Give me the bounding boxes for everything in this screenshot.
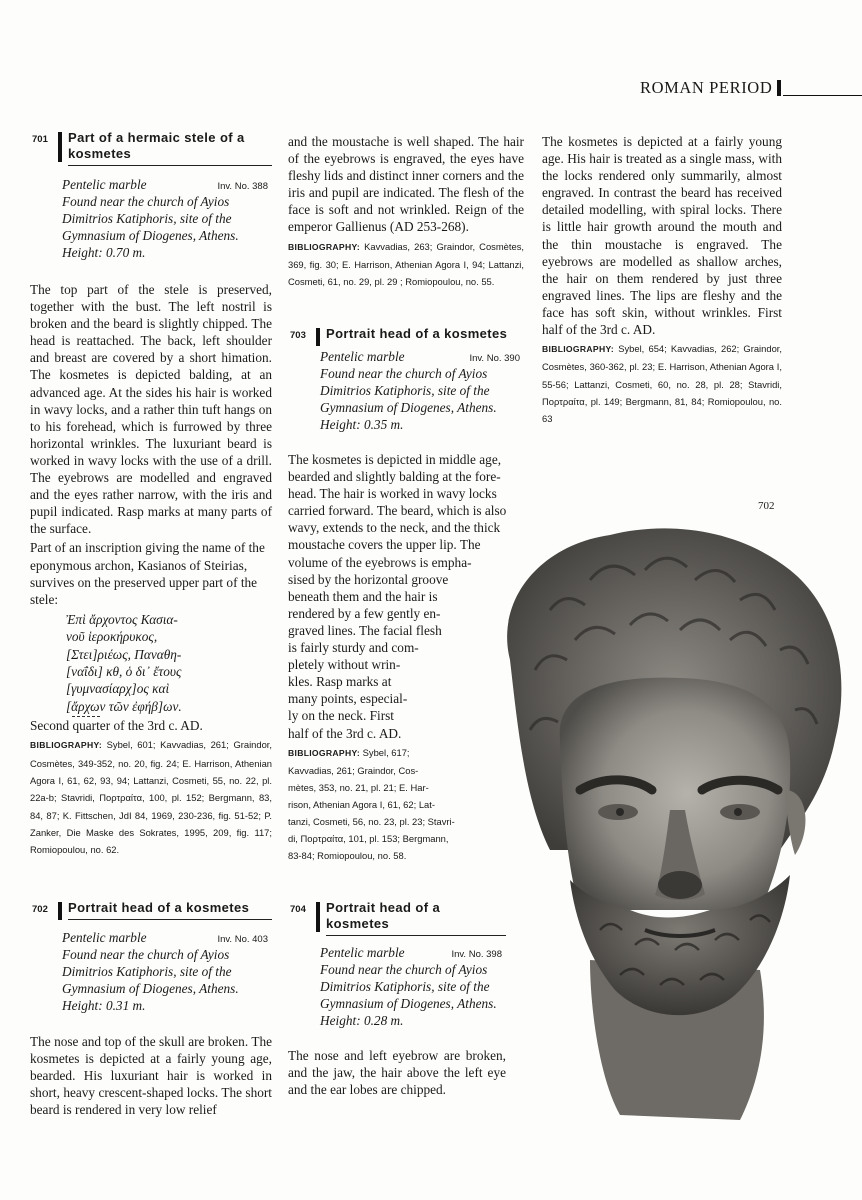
section-rule xyxy=(783,95,862,96)
height: Height: 0.31 m. xyxy=(62,998,146,1013)
bibliography-line: mètes, 353, no. 21, pl. 21; E. Har- xyxy=(288,781,429,793)
bibliography-label: BIBLIOGRAPHY: xyxy=(542,344,615,355)
material: Pentelic marble xyxy=(320,349,405,364)
material: Pentelic marble xyxy=(320,945,405,960)
height: Height: 0.70 m. xyxy=(62,245,146,260)
column-3 xyxy=(542,133,782,428)
text-line: carried forward. The beard, which is also xyxy=(288,503,507,519)
height: Height: 0.35 m. xyxy=(320,417,404,432)
entry-title: Portrait head of a kosmetes xyxy=(326,900,441,931)
entry-marker-bar xyxy=(58,132,62,162)
bibliography xyxy=(30,736,272,858)
inscription-line: [γυμνασίαρχ]ος καὶ xyxy=(66,681,170,697)
portrait-head-photo xyxy=(440,490,862,1130)
text-line: sised by the horizontal groove xyxy=(288,571,449,587)
entry-number: 703 xyxy=(290,330,306,341)
bibliography-line: rison, Athenian Agora I, 61, 62; Lat- xyxy=(288,798,435,810)
description-part-2: The kosmetes is depicted at a fairly young age. His hair is treated as a single mass, with the locks rendered only summarily, almost engraved. In contrast the beard has received detailed modelling, with spiral locks. There is little hair growth around the mouth and the thin moustache is engraved. The eyebrows are modelled as shallow arches, the hair on them rendered by just three engraved lines. The lips are fleshy and the face has soft skin, without wrinkles. First half of the 3rd c. AD. xyxy=(542,134,782,338)
material: Pentelic marble xyxy=(62,930,147,945)
inventory-number: Inv. No. 403 xyxy=(217,934,268,945)
inscription-line: [Στει]ριέως, Παναθη- xyxy=(66,646,182,662)
inscription-line: Ἐπὶ ἄρχοντος Κασια- xyxy=(66,611,178,627)
text-line: volume of the eyebrows is empha- xyxy=(288,554,472,570)
text-line: half of the 3rd c. AD. xyxy=(288,725,402,741)
findspot: Found near the church of Ayios Dimitrios Katiphoris, site of the Gymnasium of Diogenes, Athens. xyxy=(62,194,239,243)
text-line: head. The hair is worked in wavy locks xyxy=(288,486,497,502)
entry-title: Part of a hermaic stele of a kosmetes xyxy=(68,130,245,161)
bibliography-line: 83-84; Romiopoulou, no. 58. xyxy=(288,849,407,861)
text-line: graved lines. The facial flesh xyxy=(288,622,442,638)
entry-rule xyxy=(68,165,272,166)
bibliography-label: BIBLIOGRAPHY: xyxy=(30,740,103,751)
entry-meta-702 xyxy=(30,929,272,1014)
section-header xyxy=(640,78,862,102)
inscription xyxy=(30,611,272,717)
text-line: bearded and slightly balding at the fore- xyxy=(288,469,501,485)
section-title: ROMAN PERIOD xyxy=(640,78,773,97)
inscription-line: [ναΐδι] κθ, ὁ δι᾽ ἔτους xyxy=(66,664,182,679)
column-1-lower xyxy=(30,900,272,1118)
bibliography-text: Sybel, 654; Kavvadias, 262; Graindor, Cosmètes, 360-362, pl. 23; E. Harrison, Athenian Agora I, 55-56; Lattanzi, Cosmeti, 60, no. 28, pl. 28; Stavridi, Πορτραίτα, pl. 149; Bergmann, 81, 84; Romiopoulou, no. 63 xyxy=(542,343,782,425)
text-line: pletely without wrin- xyxy=(288,657,401,673)
text-line: The kosmetes is depicted in middle age, xyxy=(288,452,502,467)
entry-marker-bar xyxy=(316,328,320,346)
bibliography-line: tanzi, Cosmeti, 56, no. 23, pl. 23; Stavri- xyxy=(288,815,455,827)
text-line: beneath them and the hair is xyxy=(288,588,438,604)
entry-title: Portrait head of a kosmetes xyxy=(68,900,250,915)
text-line: moustache covers the upper lip. The xyxy=(288,537,481,553)
entry-rule xyxy=(68,919,272,920)
text-line: is fairly sturdy and com- xyxy=(288,640,419,656)
entry-header-703 xyxy=(288,326,524,342)
description-part-1: The nose and left eyebrow are broken, and the jaw, the hair above the left eye and the ear lobes are chipped. xyxy=(288,1048,506,1098)
inventory-number: Inv. No. 388 xyxy=(217,181,268,192)
text-line: ly on the neck. First xyxy=(288,708,394,724)
description-part-1: The nose and top of the skull are broken. The kosmetes is depicted at a fairly young age, bearded. His luxuriant hair is worked in short, heavy crescent-shaped locks. The short beard is rendered in very low relief xyxy=(30,1034,272,1118)
text-line: rendered by a few gently en- xyxy=(288,605,441,621)
bibliography-line: Kavvadias, 261; Graindor, Cos- xyxy=(288,764,419,776)
bibliography-text: Kavvadias, 263; Graindor, Cosmètes, 369, fig. 30; E. Harrison, Athenian Agora I, 94; Lattanzi, Cosmeti, 61, no. 29, pl. 29 ; Romiopoulou, no. 55. xyxy=(288,240,524,288)
plate-number: 702 xyxy=(758,500,775,512)
bibliography-label: BIBLIOGRAPHY: xyxy=(288,747,361,758)
height: Height: 0.28 m. xyxy=(320,1013,404,1028)
bibliography-text: Sybel, 601; Kavvadias, 261; Graindor, Cosmètes, 349-352, no. 20, fig. 24; E. Harrison, Athenian Agora I, 61, 62, 93, 94; Lattanzi, Cosmeti, 55, no. 22, pl. 22a-b; Stavridi, Πορτραίτα, 100, pl. 152; Bergmann, 83, 84, 87; K. Fittschen, JdI 84, 1969, 230-236, fig. 51-52; P. Zanker, Die Maske des Sokrates, 1995, 209, fig. 117; Romiopoulou, no. 62. xyxy=(30,739,272,856)
entry-marker-bar xyxy=(58,902,62,920)
inscription-line: [ἄρχων τῶν ἐφήβ]ων. xyxy=(66,698,182,714)
entry-meta-703 xyxy=(288,348,524,433)
description: The top part of the stele is preserved, together with the bust. The left nostril is broken and the beard is slightly chipped. The head is reattached. The back, left shoulder and breast are covered by a short himation. The kosmetes is depicted balding, at an advanced age. At the sides his hair is worked in wavy locks, and a rather thin tuft hangs on to his forehead, which is furrowed by three horizontal wrinkles. The luxuriant beard is worked in wavy locks with the use of a drill. The eyebrows are modelled and engraved and the eyes rather narrow, with the iris and pupil indicated. Rasp marks at many parts of the surface. xyxy=(30,282,272,537)
column-2 xyxy=(288,133,524,290)
entry-number: 701 xyxy=(32,134,48,145)
material: Pentelic marble xyxy=(62,177,147,192)
bibliography-line: Sybel, 617; xyxy=(362,746,410,758)
entry-title: Portrait head of a kosmetes xyxy=(326,326,508,341)
text-line: many points, especial- xyxy=(288,691,408,707)
entry-header-702 xyxy=(30,900,272,920)
findspot: Found near the church of Ayios Dimitrios Katiphoris, site of the Gymnasium of Diogenes, Athens. xyxy=(320,962,497,1011)
inventory-number: Inv. No. 390 xyxy=(469,353,520,364)
text-line: wavy, extends to the neck, and the thick xyxy=(288,520,501,536)
entry-header-701 xyxy=(30,130,272,166)
bibliography-line: di, Πορτραίτα, 101, pl. 153; Bergmann, xyxy=(288,832,449,844)
findspot: Found near the church of Ayios Dimitrios Katiphoris, site of the Gymnasium of Diogenes, Athens. xyxy=(320,366,497,415)
bibliography xyxy=(542,340,782,427)
entry-number: 704 xyxy=(290,904,306,915)
entry-marker-bar xyxy=(316,902,320,932)
text-line: kles. Rasp marks at xyxy=(288,674,392,690)
inscription-line: νοῦ ἱεροκήρυκος, xyxy=(66,629,158,645)
findspot: Found near the church of Ayios Dimitrios Katiphoris, site of the Gymnasium of Diogenes, Athens. xyxy=(62,947,239,996)
bibliography-label: BIBLIOGRAPHY: xyxy=(288,241,361,252)
inscription-intro: Part of an inscription giving the name of the eponymous archon, Kasianos of Steirias, survives on the preserved upper part of the stele: xyxy=(30,540,265,607)
inventory-number: Inv. No. 398 xyxy=(451,949,502,960)
description-part-2: and the moustache is well shaped. The hair of the eyebrows is engraved, the eyes have fleshy lids and distinct inner corners and the iris and pupil are indicated. The flesh of the face is soft and not wrinkled. Reign of the emperor Gallienus (AD 253-268). xyxy=(288,134,524,235)
entry-number: 702 xyxy=(32,904,48,915)
entry-meta-701 xyxy=(30,176,272,261)
section-marker-bar xyxy=(777,80,781,96)
date: Second quarter of the 3rd c. AD. xyxy=(30,718,203,734)
column-1 xyxy=(30,130,272,858)
bibliography xyxy=(288,238,524,291)
